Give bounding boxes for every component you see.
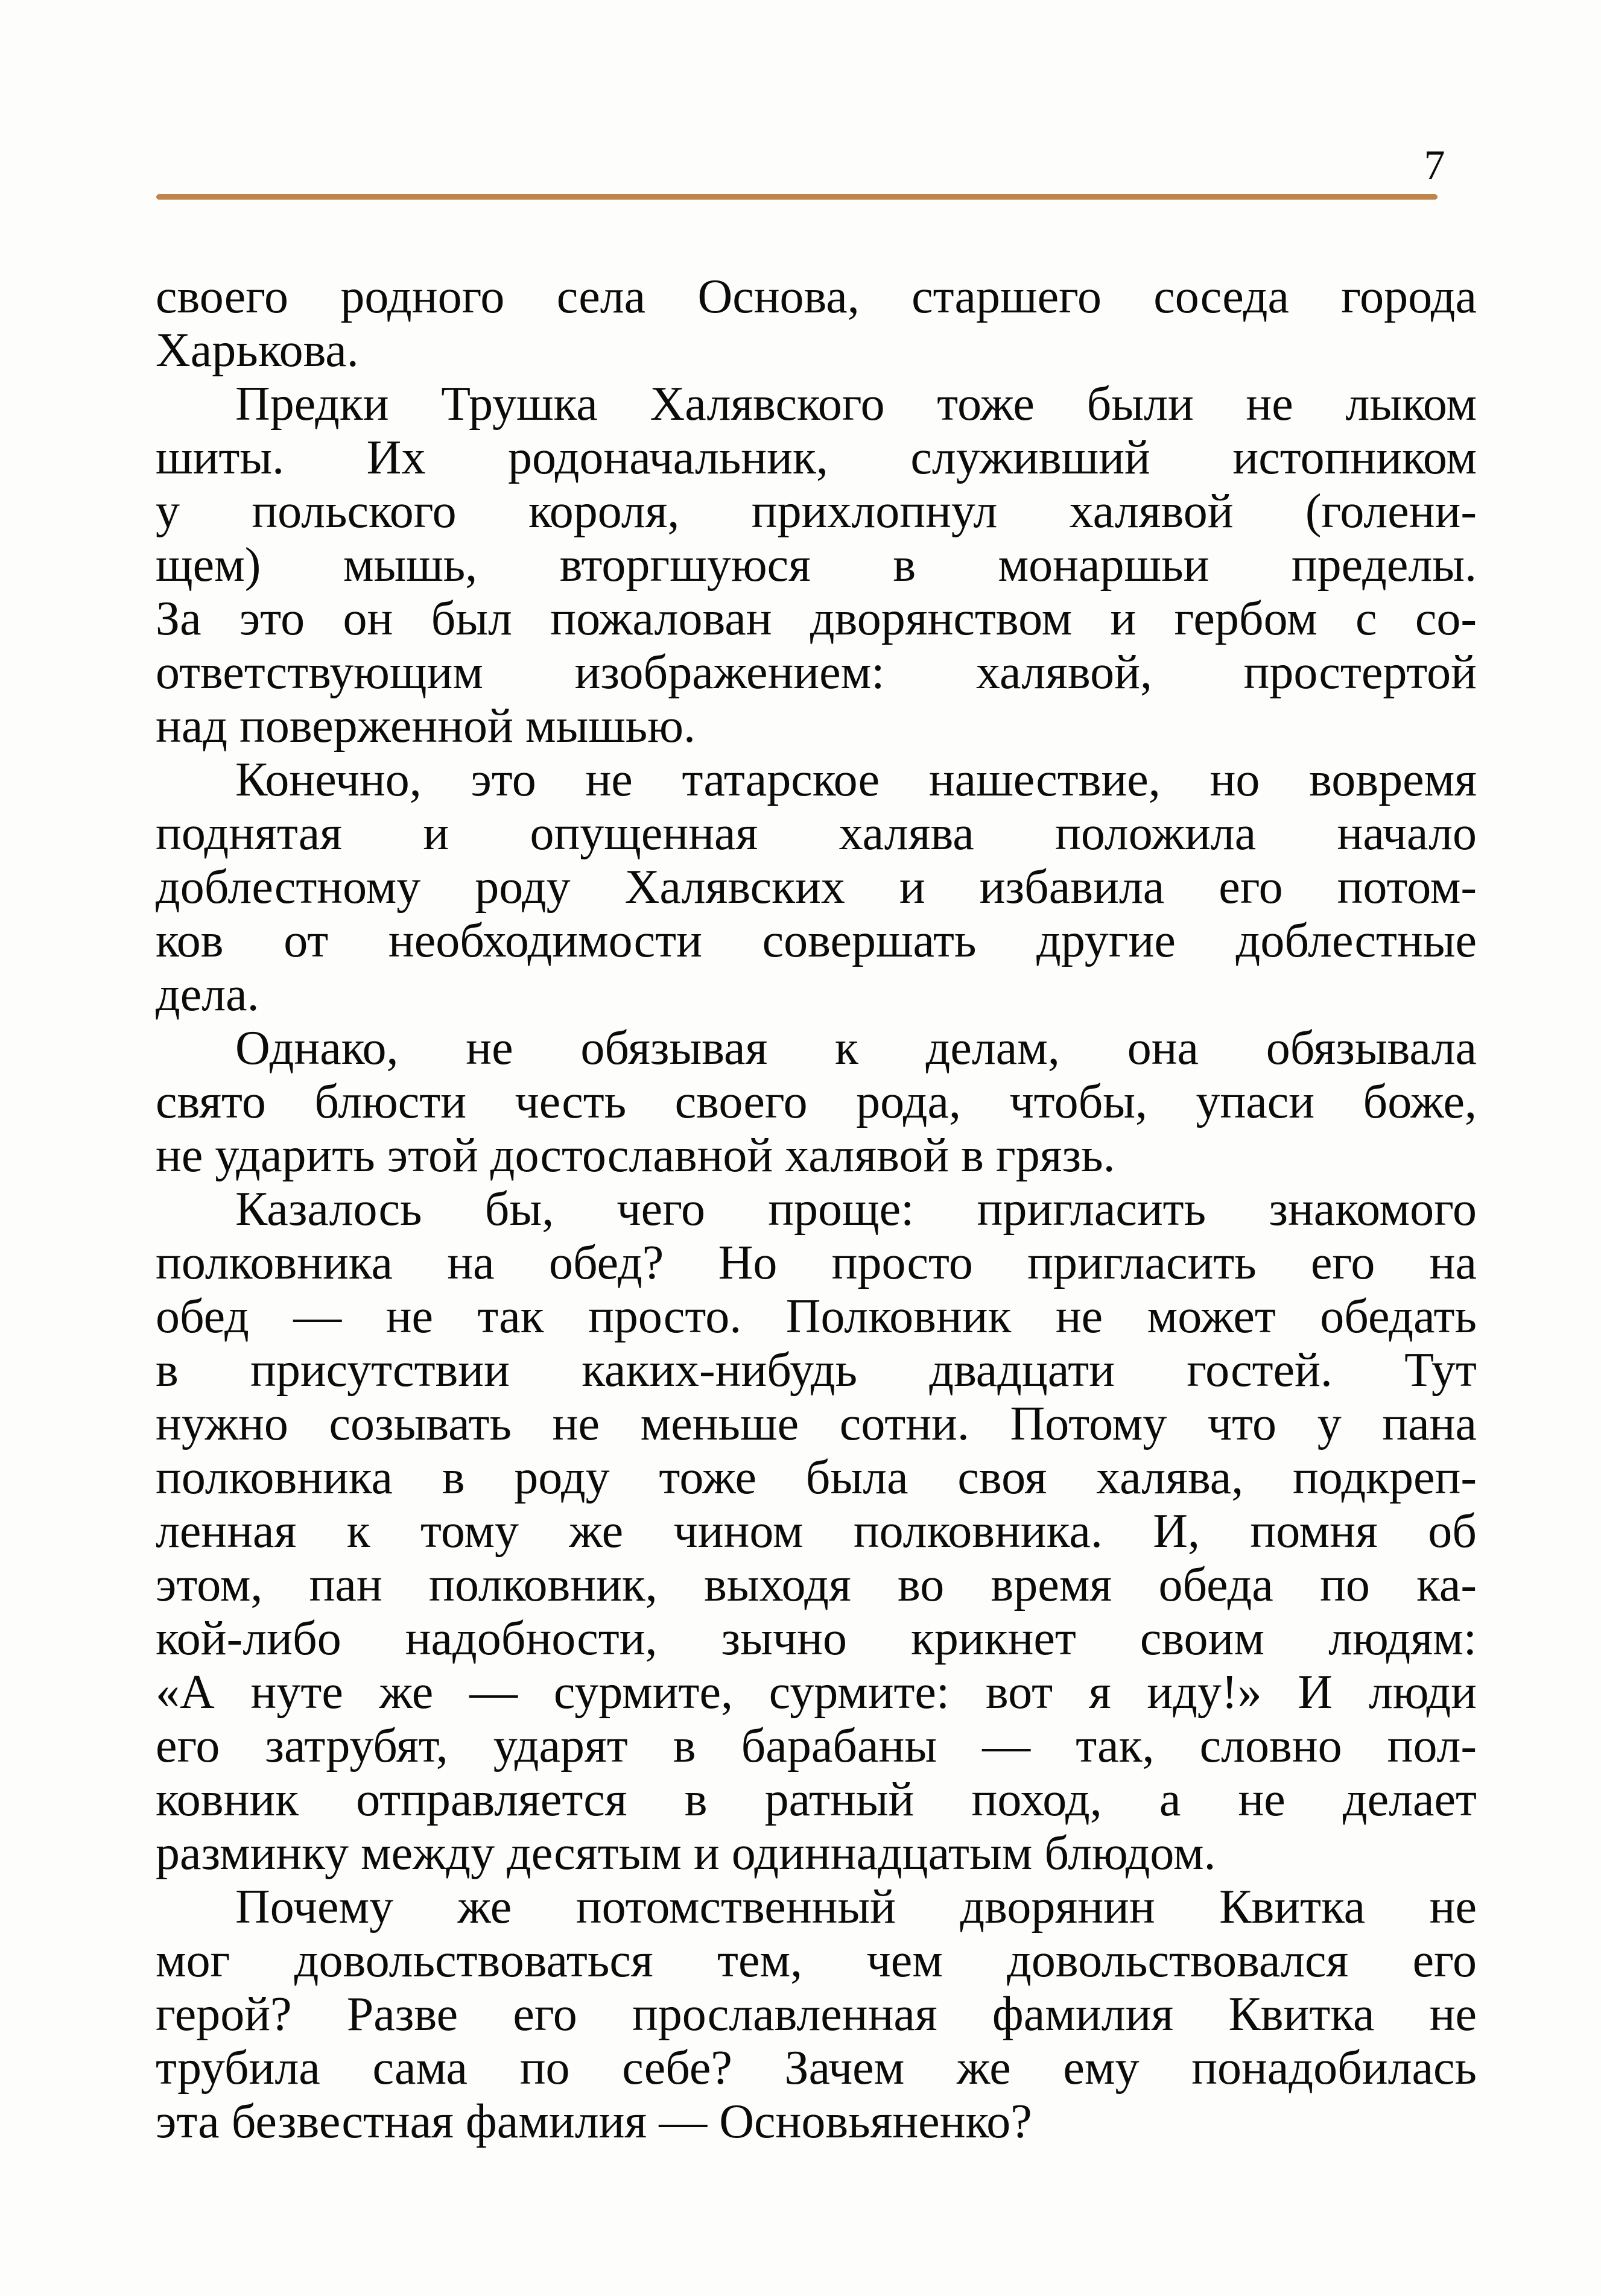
paragraph — [156, 270, 1477, 378]
text-line: Харькова. — [156, 324, 359, 377]
text-line: шиты. Их родоначальник, служивший истопником — [156, 431, 1477, 484]
text-line: полковника в роду тоже была своя халява, подкреп- — [156, 1451, 1477, 1504]
text-line: нужно созывать не меньше сотни. Потому что у пана — [156, 1397, 1477, 1450]
text-line: Однако, не обязывая к делам, она обязывала — [235, 1022, 1477, 1075]
text-line: разминку между десятым и одиннадцатым блюдом. — [156, 1827, 1216, 1880]
text-line: За это он был пожалован дворянством и гербом с со- — [156, 592, 1477, 645]
text-line: над поверженной мышью. — [156, 700, 696, 753]
text-line: Казалось бы, чего проще: пригласить знакомого — [235, 1183, 1477, 1236]
text-line: мог довольствоваться тем, чем довольствовался его — [156, 1934, 1477, 1987]
text-line: полковника на обед? Но просто пригласить его на — [156, 1236, 1477, 1289]
text-line: поднятая и опущенная халява положила начало — [156, 807, 1477, 860]
text-line: герой? Разве его прославленная фамилия Квитка не — [156, 1988, 1477, 2041]
text-line: ленная к тому же чином полковника. И, помня об — [156, 1505, 1477, 1558]
text-line: его затрубят, ударят в барабаны — так, словно пол- — [156, 1719, 1477, 1773]
text-line: щем) мышь, вторгшуюся в монаршьи пределы. — [156, 539, 1477, 592]
text-line: не ударить этой достославной халявой в грязь. — [156, 1129, 1115, 1182]
text-line: этом, пан полковник, выходя во время обеда по ка- — [156, 1558, 1477, 1611]
text-line: свято блюсти честь своего рода, чтобы, упаси боже, — [156, 1075, 1477, 1128]
text-line: у польского короля, прихлопнул халявой (голени- — [156, 485, 1477, 538]
paragraph — [156, 1022, 1477, 1183]
header-rule — [156, 194, 1438, 200]
paragraph — [156, 1880, 1477, 2149]
text-line: кой-либо надобности, зычно крикнет своим людям: — [156, 1612, 1477, 1665]
text-line: Почему же потомственный дворянин Квитка не — [235, 1880, 1477, 1934]
text-line: своего родного села Основа, старшего соседа города — [156, 270, 1477, 323]
text-line: ков от необходимости совершать другие доблестные — [156, 914, 1477, 967]
text-line: доблестному роду Халявских и избавила его потом- — [156, 861, 1477, 914]
text-block — [156, 270, 1477, 2149]
text-line: дела. — [156, 968, 259, 1021]
text-line: Конечно, это не татарское нашествие, но вовремя — [235, 753, 1477, 806]
paragraph — [156, 753, 1477, 1022]
text-line: в присутствии каких-нибудь двадцати гостей. Тут — [156, 1344, 1477, 1397]
text-line: Предки Трушка Халявского тоже были не лыком — [235, 378, 1477, 431]
paragraph — [156, 1183, 1477, 1880]
text-line: ответствующим изображением: халявой, простертой — [156, 646, 1477, 699]
text-line: ковник отправляется в ратный поход, а не делает — [156, 1773, 1477, 1826]
text-line: трубила сама по себе? Зачем же ему понадобилась — [156, 2041, 1477, 2095]
text-line: эта безвестная фамилия — Основьяненко? — [156, 2095, 1032, 2148]
page-number: 7 — [1424, 142, 1445, 189]
text-line: «А нуте же — сурмите, сурмите: вот я иду!» И люди — [156, 1666, 1477, 1719]
paragraph — [156, 378, 1477, 753]
text-line: обед — не так просто. Полковник не может обедать — [156, 1290, 1477, 1343]
